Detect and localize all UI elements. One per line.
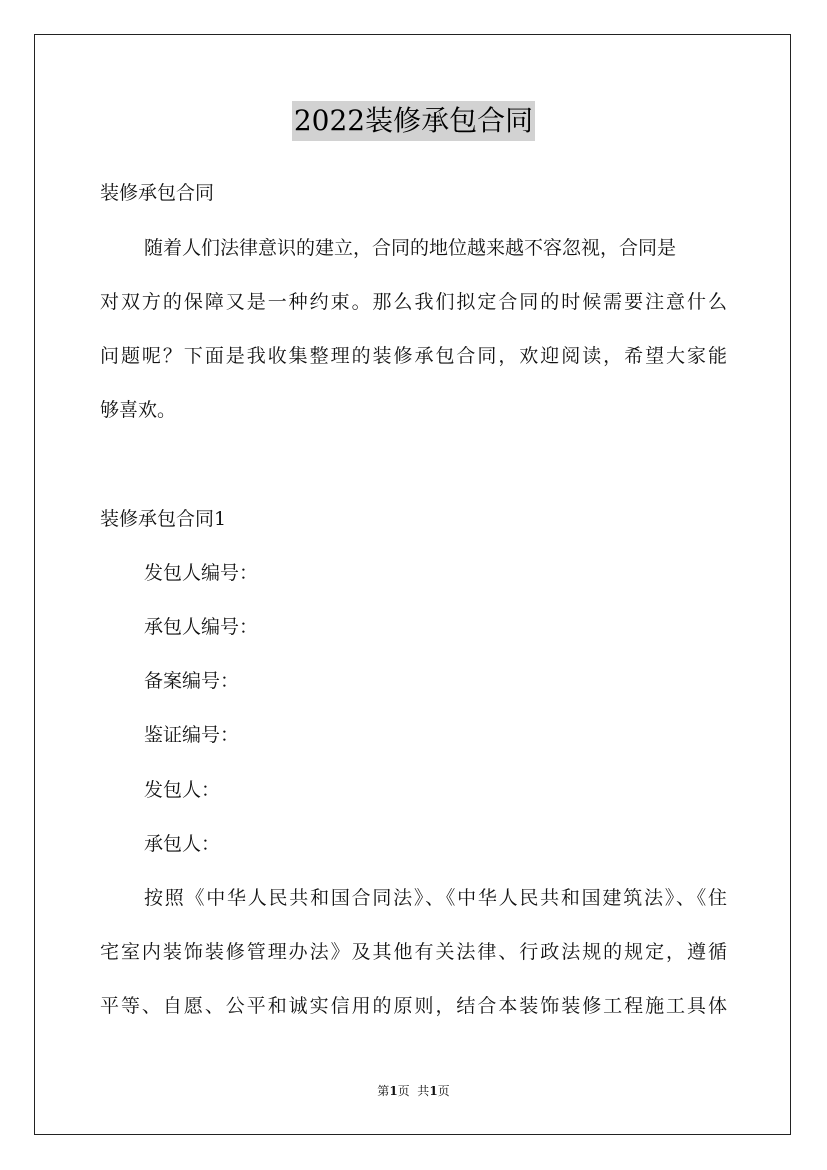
- intro-line-2: 对双方的保障又是一种约束。那么我们拟定合同的时候需要注意什么: [100, 291, 727, 313]
- footer-suffix: 页: [437, 1084, 450, 1098]
- document-subtitle: 装修承包合同: [100, 182, 215, 204]
- title-container: [0, 101, 827, 141]
- field-employer-number: 发包人编号：: [144, 562, 259, 584]
- body-line-2: 宅室内装饰装修管理办法》及其他有关法律、行政法规的规定，遵循: [100, 941, 727, 963]
- intro-line-1: 随着人们法律意识的建立，合同的地位越来越不容忽视，合同是: [144, 237, 677, 259]
- intro-line-3: 问题呢？下面是我收集整理的装修承包合同，欢迎阅读，希望大家能: [100, 345, 727, 367]
- page-footer: [0, 1083, 827, 1099]
- footer-mid: 页 共: [397, 1084, 430, 1098]
- field-certification-number: 鉴证编号：: [144, 724, 240, 746]
- document-title: 2022装修承包合同: [292, 101, 535, 141]
- field-contractor: 承包人：: [144, 833, 221, 855]
- section-heading: 装修承包合同1: [100, 508, 227, 530]
- body-line-3: 平等、自愿、公平和诚实信用的原则，结合本装饰装修工程施工具体: [100, 995, 727, 1017]
- current-page-number: 1: [389, 1084, 398, 1098]
- field-employer: 发包人：: [144, 779, 221, 801]
- field-contractor-number: 承包人编号：: [144, 616, 259, 638]
- body-line-1: 按照《中华人民共和国合同法》、《中华人民共和国建筑法》、《住: [144, 887, 727, 909]
- footer-prefix: 第: [377, 1084, 390, 1098]
- field-filing-number: 备案编号：: [144, 670, 240, 692]
- intro-line-4: 够喜欢。: [100, 399, 177, 421]
- total-pages-number: 1: [429, 1084, 438, 1098]
